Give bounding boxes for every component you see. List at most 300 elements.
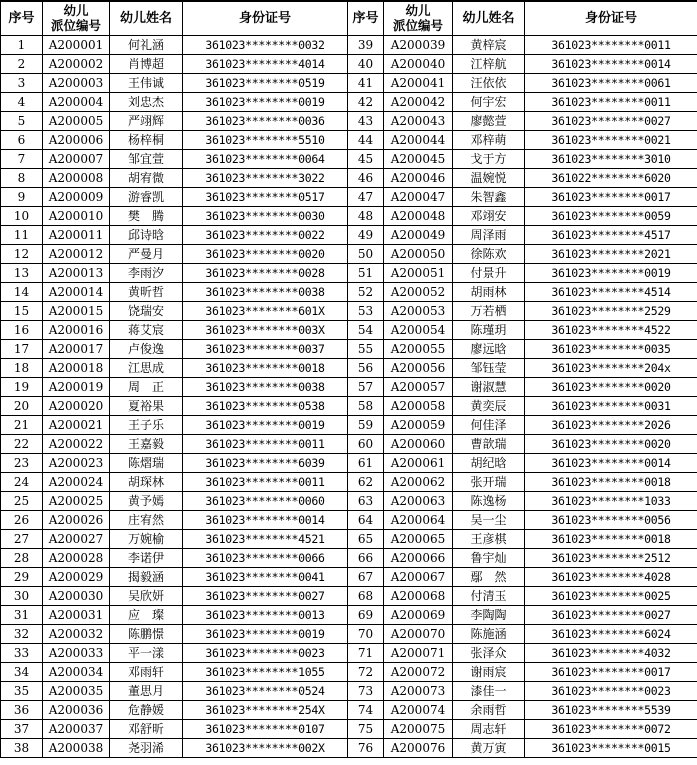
cell-left-code[interactable]: A200036	[43, 701, 110, 720]
cell-left-code[interactable]: A200018	[43, 359, 110, 378]
cell-right-code[interactable]: A200072	[384, 663, 453, 682]
cell-right-name[interactable]: 胡纪晗	[453, 454, 525, 473]
cell-left-id[interactable]: 361023********3022	[183, 169, 348, 188]
cell-left-code[interactable]: A200002	[43, 55, 110, 74]
cell-right-seq[interactable]: 41	[348, 74, 384, 93]
cell-left-seq[interactable]: 17	[1, 340, 43, 359]
cell-left-id[interactable]: 361023********003X	[183, 321, 348, 340]
cell-left-name[interactable]: 平一漾	[110, 644, 183, 663]
cell-right-seq[interactable]: 48	[348, 207, 384, 226]
cell-right-code[interactable]: A200073	[384, 682, 453, 701]
cell-right-name[interactable]: 廖懿萱	[453, 112, 525, 131]
cell-left-name[interactable]: 王伟诚	[110, 74, 183, 93]
cell-right-seq[interactable]: 59	[348, 416, 384, 435]
cell-left-seq[interactable]: 16	[1, 321, 43, 340]
cell-left-code[interactable]: A200005	[43, 112, 110, 131]
cell-left-seq[interactable]: 20	[1, 397, 43, 416]
cell-left-code[interactable]: A200003	[43, 74, 110, 93]
cell-right-name[interactable]: 邓翊安	[453, 207, 525, 226]
cell-right-seq[interactable]: 63	[348, 492, 384, 511]
cell-left-seq[interactable]: 3	[1, 74, 43, 93]
cell-right-seq[interactable]: 76	[348, 739, 384, 758]
cell-right-name[interactable]: 付景升	[453, 264, 525, 283]
cell-left-seq[interactable]: 5	[1, 112, 43, 131]
cell-left-name[interactable]: 饶瑞安	[110, 302, 183, 321]
cell-left-code[interactable]: A200019	[43, 378, 110, 397]
cell-right-name[interactable]: 张泽众	[453, 644, 525, 663]
cell-right-seq[interactable]: 40	[348, 55, 384, 74]
cell-left-seq[interactable]: 28	[1, 549, 43, 568]
cell-right-id[interactable]: 361023********0014	[525, 55, 697, 74]
cell-left-code[interactable]: A200016	[43, 321, 110, 340]
cell-left-id[interactable]: 361023********0027	[183, 587, 348, 606]
cell-right-seq[interactable]: 68	[348, 587, 384, 606]
cell-right-code[interactable]: A200070	[384, 625, 453, 644]
cell-left-name[interactable]: 危静媛	[110, 701, 183, 720]
cell-right-code[interactable]: A200053	[384, 302, 453, 321]
cell-right-seq[interactable]: 52	[348, 283, 384, 302]
cell-right-code[interactable]: A200058	[384, 397, 453, 416]
cell-left-seq[interactable]: 26	[1, 511, 43, 530]
cell-right-id[interactable]: 361023********0017	[525, 188, 697, 207]
cell-right-seq[interactable]: 67	[348, 568, 384, 587]
cell-left-name[interactable]: 卢俊逸	[110, 340, 183, 359]
cell-right-id[interactable]: 361023********0011	[525, 36, 697, 55]
cell-right-seq[interactable]: 54	[348, 321, 384, 340]
cell-right-id[interactable]: 361023********4028	[525, 568, 697, 587]
cell-right-seq[interactable]: 71	[348, 644, 384, 663]
cell-right-code[interactable]: A200062	[384, 473, 453, 492]
cell-right-code[interactable]: A200057	[384, 378, 453, 397]
cell-left-name[interactable]: 尧羽浠	[110, 739, 183, 758]
cell-left-id[interactable]: 361023********0014	[183, 511, 348, 530]
cell-right-name[interactable]: 何佳泽	[453, 416, 525, 435]
cell-right-id[interactable]: 361023********0035	[525, 340, 697, 359]
cell-left-code[interactable]: A200027	[43, 530, 110, 549]
cell-right-seq[interactable]: 53	[348, 302, 384, 321]
cell-right-id[interactable]: 361023********0061	[525, 74, 697, 93]
cell-right-name[interactable]: 余雨哲	[453, 701, 525, 720]
cell-left-seq[interactable]: 29	[1, 568, 43, 587]
cell-right-id[interactable]: 361023********6024	[525, 625, 697, 644]
cell-right-id[interactable]: 361022********6020	[525, 169, 697, 188]
cell-right-code[interactable]: A200055	[384, 340, 453, 359]
cell-left-name[interactable]: 李诺伊	[110, 549, 183, 568]
cell-left-name[interactable]: 陈熠瑞	[110, 454, 183, 473]
cell-right-id[interactable]: 361023********3010	[525, 150, 697, 169]
cell-right-id[interactable]: 361023********0020	[525, 435, 697, 454]
cell-left-name[interactable]: 李雨汐	[110, 264, 183, 283]
cell-right-seq[interactable]: 58	[348, 397, 384, 416]
cell-right-code[interactable]: A200065	[384, 530, 453, 549]
cell-right-seq[interactable]: 60	[348, 435, 384, 454]
cell-right-id[interactable]: 361023********0019	[525, 264, 697, 283]
cell-left-seq[interactable]: 33	[1, 644, 43, 663]
cell-left-id[interactable]: 361023********254X	[183, 701, 348, 720]
cell-right-code[interactable]: A200067	[384, 568, 453, 587]
cell-left-id[interactable]: 361023********0038	[183, 283, 348, 302]
cell-left-code[interactable]: A200009	[43, 188, 110, 207]
cell-left-id[interactable]: 361023********5510	[183, 131, 348, 150]
cell-right-name[interactable]: 廖远晗	[453, 340, 525, 359]
cell-left-seq[interactable]: 9	[1, 188, 43, 207]
cell-right-id[interactable]: 361023********0023	[525, 682, 697, 701]
cell-right-code[interactable]: A200074	[384, 701, 453, 720]
cell-right-code[interactable]: A200056	[384, 359, 453, 378]
cell-right-seq[interactable]: 42	[348, 93, 384, 112]
cell-right-code[interactable]: A200042	[384, 93, 453, 112]
cell-left-name[interactable]: 王嘉毅	[110, 435, 183, 454]
cell-right-name[interactable]: 漆佳一	[453, 682, 525, 701]
cell-right-code[interactable]: A200046	[384, 169, 453, 188]
cell-left-id[interactable]: 361023********0018	[183, 359, 348, 378]
cell-left-seq[interactable]: 36	[1, 701, 43, 720]
header-id-right[interactable]: 身份证号	[525, 1, 697, 36]
cell-left-code[interactable]: A200013	[43, 264, 110, 283]
cell-right-seq[interactable]: 70	[348, 625, 384, 644]
cell-left-id[interactable]: 361023********0032	[183, 36, 348, 55]
cell-left-id[interactable]: 361023********4521	[183, 530, 348, 549]
cell-right-name[interactable]: 江梓航	[453, 55, 525, 74]
cell-left-id[interactable]: 361023********0538	[183, 397, 348, 416]
cell-left-seq[interactable]: 37	[1, 720, 43, 739]
cell-right-name[interactable]: 李陶陶	[453, 606, 525, 625]
cell-left-name[interactable]: 邹宜萱	[110, 150, 183, 169]
cell-right-seq[interactable]: 73	[348, 682, 384, 701]
cell-left-seq[interactable]: 34	[1, 663, 43, 682]
cell-right-code[interactable]: A200045	[384, 150, 453, 169]
cell-left-code[interactable]: A200023	[43, 454, 110, 473]
cell-right-code[interactable]: A200044	[384, 131, 453, 150]
cell-left-name[interactable]: 夏裕果	[110, 397, 183, 416]
cell-left-code[interactable]: A200025	[43, 492, 110, 511]
cell-left-code[interactable]: A200017	[43, 340, 110, 359]
header-id[interactable]: 身份证号	[183, 1, 348, 36]
cell-right-name[interactable]: 胡雨林	[453, 283, 525, 302]
cell-right-code[interactable]: A200063	[384, 492, 453, 511]
cell-right-seq[interactable]: 57	[348, 378, 384, 397]
cell-left-code[interactable]: A200030	[43, 587, 110, 606]
cell-right-name[interactable]: 黄奕辰	[453, 397, 525, 416]
cell-right-name[interactable]: 黄梓宸	[453, 36, 525, 55]
cell-left-code[interactable]: A200011	[43, 226, 110, 245]
cell-right-name[interactable]: 汪依依	[453, 74, 525, 93]
cell-left-name[interactable]: 肖博超	[110, 55, 183, 74]
cell-left-id[interactable]: 361023********0020	[183, 245, 348, 264]
cell-left-id[interactable]: 361023********0517	[183, 188, 348, 207]
cell-left-id[interactable]: 361023********6039	[183, 454, 348, 473]
cell-right-name[interactable]: 鄢 然	[453, 568, 525, 587]
cell-right-id[interactable]: 361023********204x	[525, 359, 697, 378]
cell-left-code[interactable]: A200010	[43, 207, 110, 226]
cell-left-name[interactable]: 邓舒昕	[110, 720, 183, 739]
cell-left-seq[interactable]: 35	[1, 682, 43, 701]
cell-right-id[interactable]: 361023********0031	[525, 397, 697, 416]
cell-left-id[interactable]: 361023********0064	[183, 150, 348, 169]
cell-left-id[interactable]: 361023********0524	[183, 682, 348, 701]
cell-right-id[interactable]: 361023********0017	[525, 663, 697, 682]
cell-right-id[interactable]: 361023********0059	[525, 207, 697, 226]
cell-left-id[interactable]: 361023********0013	[183, 606, 348, 625]
cell-right-name[interactable]: 谢淑慧	[453, 378, 525, 397]
cell-right-name[interactable]: 谢雨宸	[453, 663, 525, 682]
cell-left-seq[interactable]: 10	[1, 207, 43, 226]
cell-left-code[interactable]: A200029	[43, 568, 110, 587]
cell-left-name[interactable]: 严翊辉	[110, 112, 183, 131]
cell-left-name[interactable]: 蒋艾宸	[110, 321, 183, 340]
cell-left-id[interactable]: 361023********0022	[183, 226, 348, 245]
cell-left-seq[interactable]: 13	[1, 264, 43, 283]
cell-left-code[interactable]: A200015	[43, 302, 110, 321]
cell-right-id[interactable]: 361023********4514	[525, 283, 697, 302]
cell-left-name[interactable]: 陈鹏憬	[110, 625, 183, 644]
cell-left-seq[interactable]: 14	[1, 283, 43, 302]
cell-right-seq[interactable]: 47	[348, 188, 384, 207]
cell-left-name[interactable]: 万婉榆	[110, 530, 183, 549]
cell-right-id[interactable]: 361023********0072	[525, 720, 697, 739]
cell-right-code[interactable]: A200049	[384, 226, 453, 245]
cell-left-code[interactable]: A200006	[43, 131, 110, 150]
cell-left-name[interactable]: 邱诗晗	[110, 226, 183, 245]
cell-right-name[interactable]: 陈瑾玥	[453, 321, 525, 340]
cell-right-seq[interactable]: 75	[348, 720, 384, 739]
cell-left-seq[interactable]: 12	[1, 245, 43, 264]
cell-left-seq[interactable]: 2	[1, 55, 43, 74]
cell-right-code[interactable]: A200047	[384, 188, 453, 207]
cell-left-id[interactable]: 361023********0060	[183, 492, 348, 511]
cell-left-name[interactable]: 王子乐	[110, 416, 183, 435]
cell-left-id[interactable]: 361023********0030	[183, 207, 348, 226]
cell-left-name[interactable]: 黄予嫣	[110, 492, 183, 511]
cell-left-id[interactable]: 361023********4014	[183, 55, 348, 74]
header-seq[interactable]: 序号	[1, 1, 43, 36]
cell-left-id[interactable]: 361023********0028	[183, 264, 348, 283]
cell-left-name[interactable]: 揭毅涵	[110, 568, 183, 587]
cell-left-id[interactable]: 361023********0011	[183, 473, 348, 492]
cell-right-code[interactable]: A200064	[384, 511, 453, 530]
cell-right-seq[interactable]: 43	[348, 112, 384, 131]
cell-right-name[interactable]: 邓梓萌	[453, 131, 525, 150]
cell-right-name[interactable]: 吴一尘	[453, 511, 525, 530]
cell-left-code[interactable]: A200026	[43, 511, 110, 530]
cell-right-code[interactable]: A200052	[384, 283, 453, 302]
cell-left-code[interactable]: A200020	[43, 397, 110, 416]
cell-right-name[interactable]: 曹歆瑞	[453, 435, 525, 454]
cell-right-code[interactable]: A200071	[384, 644, 453, 663]
cell-right-id[interactable]: 361023********1033	[525, 492, 697, 511]
cell-right-name[interactable]: 黄万寅	[453, 739, 525, 758]
cell-right-code[interactable]: A200041	[384, 74, 453, 93]
cell-left-code[interactable]: A200032	[43, 625, 110, 644]
cell-right-seq[interactable]: 44	[348, 131, 384, 150]
cell-right-name[interactable]: 何宇宏	[453, 93, 525, 112]
cell-left-name[interactable]: 刘忠杰	[110, 93, 183, 112]
cell-left-seq[interactable]: 21	[1, 416, 43, 435]
cell-left-id[interactable]: 361023********0019	[183, 625, 348, 644]
cell-left-name[interactable]: 董思月	[110, 682, 183, 701]
cell-right-code[interactable]: A200076	[384, 739, 453, 758]
cell-right-code[interactable]: A200068	[384, 587, 453, 606]
cell-right-name[interactable]: 邹钰莹	[453, 359, 525, 378]
cell-left-seq[interactable]: 1	[1, 36, 43, 55]
cell-right-id[interactable]: 361023********2021	[525, 245, 697, 264]
cell-left-id[interactable]: 361023********0036	[183, 112, 348, 131]
cell-left-seq[interactable]: 27	[1, 530, 43, 549]
cell-right-name[interactable]: 张开瑞	[453, 473, 525, 492]
cell-right-code[interactable]: A200060	[384, 435, 453, 454]
cell-left-seq[interactable]: 30	[1, 587, 43, 606]
cell-right-seq[interactable]: 61	[348, 454, 384, 473]
cell-right-seq[interactable]: 39	[348, 36, 384, 55]
header-name[interactable]: 幼儿姓名	[110, 1, 183, 36]
cell-left-name[interactable]: 何礼涵	[110, 36, 183, 55]
cell-right-name[interactable]: 朱智鑫	[453, 188, 525, 207]
cell-left-seq[interactable]: 38	[1, 739, 43, 758]
cell-right-seq[interactable]: 69	[348, 606, 384, 625]
header-code[interactable]	[43, 1, 110, 36]
cell-left-id[interactable]: 361023********0023	[183, 644, 348, 663]
cell-right-code[interactable]: A200050	[384, 245, 453, 264]
cell-left-name[interactable]: 严曼月	[110, 245, 183, 264]
cell-left-id[interactable]: 361023********0519	[183, 74, 348, 93]
header-seq-right[interactable]: 序号	[348, 1, 384, 36]
cell-left-code[interactable]: A200001	[43, 36, 110, 55]
cell-left-name[interactable]: 胡琛林	[110, 473, 183, 492]
cell-right-code[interactable]: A200051	[384, 264, 453, 283]
cell-right-name[interactable]: 王彦棋	[453, 530, 525, 549]
cell-left-name[interactable]: 杨梓桐	[110, 131, 183, 150]
cell-right-name[interactable]: 万若栖	[453, 302, 525, 321]
cell-right-id[interactable]: 361023********2512	[525, 549, 697, 568]
cell-right-seq[interactable]: 66	[348, 549, 384, 568]
cell-right-id[interactable]: 361023********0056	[525, 511, 697, 530]
cell-right-id[interactable]: 361023********2529	[525, 302, 697, 321]
cell-right-id[interactable]: 361023********0018	[525, 473, 697, 492]
cell-left-name[interactable]: 游睿凯	[110, 188, 183, 207]
cell-right-seq[interactable]: 51	[348, 264, 384, 283]
cell-left-id[interactable]: 361023********1055	[183, 663, 348, 682]
cell-left-code[interactable]: A200034	[43, 663, 110, 682]
cell-left-id[interactable]: 361023********601X	[183, 302, 348, 321]
cell-right-code[interactable]: A200039	[384, 36, 453, 55]
cell-right-seq[interactable]: 65	[348, 530, 384, 549]
cell-right-seq[interactable]: 62	[348, 473, 384, 492]
cell-left-code[interactable]: A200007	[43, 150, 110, 169]
cell-left-seq[interactable]: 11	[1, 226, 43, 245]
cell-right-name[interactable]: 戈于方	[453, 150, 525, 169]
cell-left-name[interactable]: 江思成	[110, 359, 183, 378]
cell-left-seq[interactable]: 4	[1, 93, 43, 112]
cell-left-seq[interactable]: 31	[1, 606, 43, 625]
cell-right-code[interactable]: A200048	[384, 207, 453, 226]
cell-right-code[interactable]: A200066	[384, 549, 453, 568]
cell-left-name[interactable]: 邓雨轩	[110, 663, 183, 682]
cell-right-code[interactable]: A200061	[384, 454, 453, 473]
cell-right-seq[interactable]: 56	[348, 359, 384, 378]
cell-left-name[interactable]: 吴欣妍	[110, 587, 183, 606]
cell-left-seq[interactable]: 15	[1, 302, 43, 321]
cell-left-id[interactable]: 361023********0066	[183, 549, 348, 568]
cell-right-code[interactable]: A200054	[384, 321, 453, 340]
cell-right-name[interactable]: 付清玉	[453, 587, 525, 606]
cell-right-name[interactable]: 温婉悦	[453, 169, 525, 188]
cell-right-id[interactable]: 361023********0021	[525, 131, 697, 150]
cell-left-name[interactable]: 周 正	[110, 378, 183, 397]
cell-right-id[interactable]: 361023********2026	[525, 416, 697, 435]
cell-left-code[interactable]: A200008	[43, 169, 110, 188]
cell-left-seq[interactable]: 18	[1, 359, 43, 378]
header-code-right[interactable]	[384, 1, 453, 36]
cell-right-name[interactable]: 周志轩	[453, 720, 525, 739]
cell-right-id[interactable]: 361023********0014	[525, 454, 697, 473]
cell-right-code[interactable]: A200059	[384, 416, 453, 435]
cell-right-id[interactable]: 361023********0018	[525, 530, 697, 549]
cell-right-id[interactable]: 361023********0025	[525, 587, 697, 606]
cell-left-seq[interactable]: 25	[1, 492, 43, 511]
cell-right-seq[interactable]: 74	[348, 701, 384, 720]
header-name-right[interactable]: 幼儿姓名	[453, 1, 525, 36]
cell-right-name[interactable]: 徐陈欢	[453, 245, 525, 264]
cell-left-id[interactable]: 361023********0011	[183, 435, 348, 454]
cell-left-name[interactable]: 樊 腾	[110, 207, 183, 226]
cell-right-id[interactable]: 361023********5539	[525, 701, 697, 720]
cell-left-code[interactable]: A200031	[43, 606, 110, 625]
cell-right-seq[interactable]: 64	[348, 511, 384, 530]
cell-right-id[interactable]: 361023********4517	[525, 226, 697, 245]
cell-left-seq[interactable]: 22	[1, 435, 43, 454]
cell-right-id[interactable]: 361023********4032	[525, 644, 697, 663]
cell-left-code[interactable]: A200012	[43, 245, 110, 264]
cell-right-seq[interactable]: 46	[348, 169, 384, 188]
cell-right-code[interactable]: A200043	[384, 112, 453, 131]
cell-left-seq[interactable]: 7	[1, 150, 43, 169]
cell-left-name[interactable]: 胡宥微	[110, 169, 183, 188]
cell-right-code[interactable]: A200075	[384, 720, 453, 739]
cell-left-seq[interactable]: 32	[1, 625, 43, 644]
cell-left-code[interactable]: A200022	[43, 435, 110, 454]
cell-left-seq[interactable]: 19	[1, 378, 43, 397]
cell-right-name[interactable]: 鲁宇灿	[453, 549, 525, 568]
cell-right-name[interactable]: 陈逸杨	[453, 492, 525, 511]
cell-left-id[interactable]: 361023********002X	[183, 739, 348, 758]
cell-left-seq[interactable]: 24	[1, 473, 43, 492]
cell-right-code[interactable]: A200040	[384, 55, 453, 74]
cell-left-name[interactable]: 庄宥然	[110, 511, 183, 530]
cell-left-code[interactable]: A200037	[43, 720, 110, 739]
cell-left-id[interactable]: 361023********0019	[183, 416, 348, 435]
cell-left-seq[interactable]: 8	[1, 169, 43, 188]
cell-right-id[interactable]: 361023********0027	[525, 606, 697, 625]
cell-right-id[interactable]: 361023********0015	[525, 739, 697, 758]
cell-left-code[interactable]: A200021	[43, 416, 110, 435]
cell-left-id[interactable]: 361023********0107	[183, 720, 348, 739]
cell-right-seq[interactable]: 50	[348, 245, 384, 264]
cell-right-name[interactable]: 周泽雨	[453, 226, 525, 245]
cell-left-code[interactable]: A200028	[43, 549, 110, 568]
cell-left-id[interactable]: 361023********0037	[183, 340, 348, 359]
cell-left-name[interactable]: 应 璨	[110, 606, 183, 625]
cell-left-id[interactable]: 361023********0041	[183, 568, 348, 587]
cell-left-code[interactable]: A200038	[43, 739, 110, 758]
cell-left-code[interactable]: A200014	[43, 283, 110, 302]
cell-right-seq[interactable]: 55	[348, 340, 384, 359]
cell-right-code[interactable]: A200069	[384, 606, 453, 625]
cell-left-code[interactable]: A200024	[43, 473, 110, 492]
cell-left-seq[interactable]: 23	[1, 454, 43, 473]
cell-left-name[interactable]: 黄昕哲	[110, 283, 183, 302]
cell-right-id[interactable]: 361023********0011	[525, 93, 697, 112]
cell-right-seq[interactable]: 72	[348, 663, 384, 682]
